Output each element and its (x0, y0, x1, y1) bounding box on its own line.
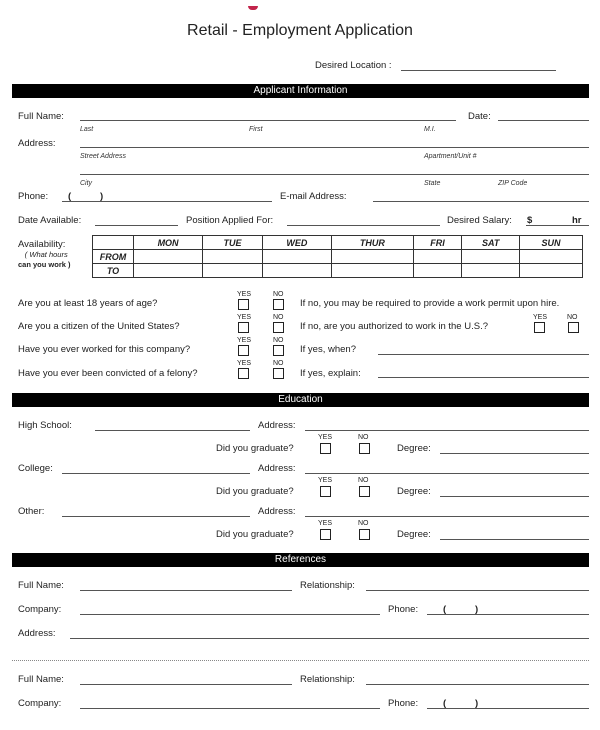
salary-dollar: $ (527, 215, 533, 226)
ref1-address-field[interactable] (70, 638, 589, 639)
availability-from-row (93, 250, 583, 264)
q2-yes-label: YES (237, 314, 252, 321)
col-graduate-label: Did you graduate? (216, 486, 294, 497)
date-label: Date: (468, 111, 491, 122)
q4-yes-checkbox[interactable] (238, 368, 249, 379)
hs-grad-yes-checkbox[interactable] (320, 443, 331, 454)
street-sublabel: Street Address (80, 153, 127, 160)
q2-follow-no-label: NO (567, 314, 578, 321)
college-field[interactable] (62, 473, 250, 474)
q4-no-checkbox[interactable] (273, 368, 284, 379)
other-address-field[interactable] (305, 516, 589, 517)
q4-follow-label: If yes, explain: (300, 368, 361, 379)
mi-sublabel: M.I. (424, 126, 436, 133)
q2-no-label: NO (273, 314, 284, 321)
q2-follow-yes-label: YES (533, 314, 548, 321)
from-wed-cell[interactable] (262, 250, 331, 264)
ref1-company-field[interactable] (80, 614, 380, 615)
date-available-label: Date Available: (18, 215, 82, 226)
day-mon: MON (134, 236, 203, 250)
ref1-relationship-label: Relationship: (300, 580, 355, 591)
hs-degree-label: Degree: (397, 443, 431, 454)
q2-label: Are you a citizen of the United States? (18, 321, 180, 332)
q3-yes-checkbox[interactable] (238, 345, 249, 356)
q1-no-label: NO (273, 291, 284, 298)
from-sat-cell[interactable] (462, 250, 520, 264)
q2-follow-no-checkbox[interactable] (568, 322, 579, 333)
phone-paren-open: ( (68, 191, 72, 202)
ref2-full-name-label: Full Name: (18, 674, 64, 685)
hs-degree-field[interactable] (440, 453, 589, 454)
high-school-field[interactable] (95, 430, 250, 431)
ref1-relationship-field[interactable] (366, 590, 589, 591)
q2-follow-label: If no, are you authorized to work in the U.S.? (300, 321, 488, 332)
high-school-address-field[interactable] (305, 430, 589, 431)
day-fri: FRI (413, 236, 462, 250)
day-wed: WED (262, 236, 331, 250)
full-name-label: Full Name: (18, 111, 64, 122)
other-label: Other: (18, 506, 45, 517)
q3-when-field[interactable] (378, 354, 589, 355)
to-mon-cell[interactable] (134, 264, 203, 278)
phone-paren-close: ) (100, 191, 104, 202)
other-field[interactable] (62, 516, 250, 517)
availability-corner (93, 236, 134, 250)
college-address-field[interactable] (305, 473, 589, 474)
hs-grad-yes-label: YES (318, 434, 333, 441)
oth-grad-yes-checkbox[interactable] (320, 529, 331, 540)
what-hours-text: ( What hours (24, 250, 68, 259)
q4-label: Have you ever been convicted of a felony? (18, 368, 198, 379)
q4-yes-label: YES (237, 360, 252, 367)
q2-yes-checkbox[interactable] (238, 322, 249, 333)
ref2-relationship-label: Relationship: (300, 674, 355, 685)
ref1-phone-paren-close: ) (475, 604, 479, 615)
col-degree-field[interactable] (440, 496, 589, 497)
q1-label: Are you at least 18 years of age? (18, 298, 158, 309)
col-grad-no-label: NO (358, 477, 369, 484)
to-label: TO (93, 264, 134, 278)
ref2-company-label: Company: (18, 698, 62, 709)
ref1-full-name-label: Full Name: (18, 580, 64, 591)
salary-label: Desired Salary: (447, 215, 512, 226)
q2-no-checkbox[interactable] (273, 322, 284, 333)
availability-note (18, 250, 71, 270)
street-address-field[interactable] (80, 147, 589, 148)
col-grad-yes-checkbox[interactable] (320, 486, 331, 497)
to-fri-cell[interactable] (413, 264, 462, 278)
oth-grad-no-checkbox[interactable] (359, 529, 370, 540)
other-address-label: Address: (258, 506, 296, 517)
salary-hr: hr (572, 215, 582, 226)
ref1-address-label: Address: (18, 628, 56, 639)
section-education: Education (12, 393, 589, 407)
q3-yes-label: YES (237, 337, 252, 344)
address-label: Address: (18, 138, 56, 149)
first-sublabel: First (249, 126, 263, 133)
q1-no-checkbox[interactable] (273, 299, 284, 310)
ref2-full-name-field[interactable] (80, 684, 292, 685)
from-sun-cell[interactable] (520, 250, 583, 264)
from-tue-cell[interactable] (203, 250, 263, 264)
to-sat-cell[interactable] (462, 264, 520, 278)
to-tue-cell[interactable] (203, 264, 263, 278)
desired-location-label: Desired Location : (315, 60, 392, 71)
oth-grad-no-label: NO (358, 520, 369, 527)
ref1-full-name-field[interactable] (80, 590, 292, 591)
availability-to-row (93, 264, 583, 278)
last-sublabel: Last (80, 126, 94, 133)
availability-header-row (93, 236, 583, 250)
day-thur: THUR (331, 236, 413, 250)
ref1-company-label: Company: (18, 604, 62, 615)
day-sun: SUN (520, 236, 583, 250)
city-sublabel: City (80, 180, 93, 187)
oth-graduate-label: Did you graduate? (216, 529, 294, 540)
q3-no-checkbox[interactable] (273, 345, 284, 356)
high-school-address-label: Address: (258, 420, 296, 431)
q1-follow-label: If no, you may be required to provide a work permit upon hire. (300, 298, 560, 309)
col-grad-yes-label: YES (318, 477, 333, 484)
q4-no-label: NO (273, 360, 284, 367)
q3-follow-label: If yes, when? (300, 344, 356, 355)
day-sat: SAT (462, 236, 520, 250)
day-tue: TUE (203, 236, 263, 250)
section-applicant: Applicant Information (12, 84, 589, 98)
hs-grad-no-label: NO (358, 434, 369, 441)
q3-no-label: NO (273, 337, 284, 344)
full-name-field[interactable] (80, 120, 456, 121)
logo-mark (248, 6, 258, 10)
desired-location-field[interactable] (401, 70, 556, 71)
email-field[interactable] (373, 201, 589, 202)
to-thur-cell[interactable] (331, 264, 413, 278)
high-school-label: High School: (18, 420, 72, 431)
to-sun-cell[interactable] (520, 264, 583, 278)
q2-follow-yes-checkbox[interactable] (534, 322, 545, 333)
ref1-phone-field[interactable] (427, 614, 589, 615)
can-you-work-text: can you work ) (18, 260, 71, 269)
to-wed-cell[interactable] (262, 264, 331, 278)
from-fri-cell[interactable] (413, 250, 462, 264)
city-field[interactable] (80, 174, 589, 175)
reference-divider (12, 660, 589, 661)
availability-table (92, 235, 583, 278)
phone-field[interactable] (62, 201, 272, 202)
email-label: E-mail Address: (280, 191, 347, 202)
hs-graduate-label: Did you graduate? (216, 443, 294, 454)
oth-grad-yes-label: YES (318, 520, 333, 527)
col-degree-label: Degree: (397, 486, 431, 497)
college-address-label: Address: (258, 463, 296, 474)
phone-label: Phone: (18, 191, 49, 202)
availability-label: Availability: (18, 239, 66, 250)
zip-sublabel: ZIP Code (498, 180, 528, 187)
q3-label: Have you ever worked for this company? (18, 344, 191, 355)
ref2-phone-paren-close: ) (475, 698, 479, 709)
oth-degree-field[interactable] (440, 539, 589, 540)
position-field[interactable] (287, 225, 440, 226)
ref2-phone-field[interactable] (427, 708, 589, 709)
hs-grad-no-checkbox[interactable] (359, 443, 370, 454)
date-field[interactable] (498, 120, 589, 121)
position-label: Position Applied For: (186, 215, 274, 226)
q4-explain-field[interactable] (378, 377, 589, 378)
college-label: College: (18, 463, 53, 474)
q1-yes-checkbox[interactable] (238, 299, 249, 310)
ref1-phone-paren-open: ( (443, 604, 447, 615)
apt-sublabel: Apartment/Unit # (424, 153, 477, 160)
state-sublabel: State (424, 180, 441, 187)
section-references: References (12, 553, 589, 567)
col-grad-no-checkbox[interactable] (359, 486, 370, 497)
from-thur-cell[interactable] (331, 250, 413, 264)
ref2-relationship-field[interactable] (366, 684, 589, 685)
oth-degree-label: Degree: (397, 529, 431, 540)
from-mon-cell[interactable] (134, 250, 203, 264)
from-label: FROM (93, 250, 134, 264)
page-title: Retail - Employment Application (187, 22, 413, 39)
ref2-phone-paren-open: ( (443, 698, 447, 709)
q1-yes-label: YES (237, 291, 252, 298)
ref2-phone-label: Phone: (388, 698, 419, 709)
date-available-field[interactable] (95, 225, 178, 226)
ref1-phone-label: Phone: (388, 604, 419, 615)
ref2-company-field[interactable] (80, 708, 380, 709)
